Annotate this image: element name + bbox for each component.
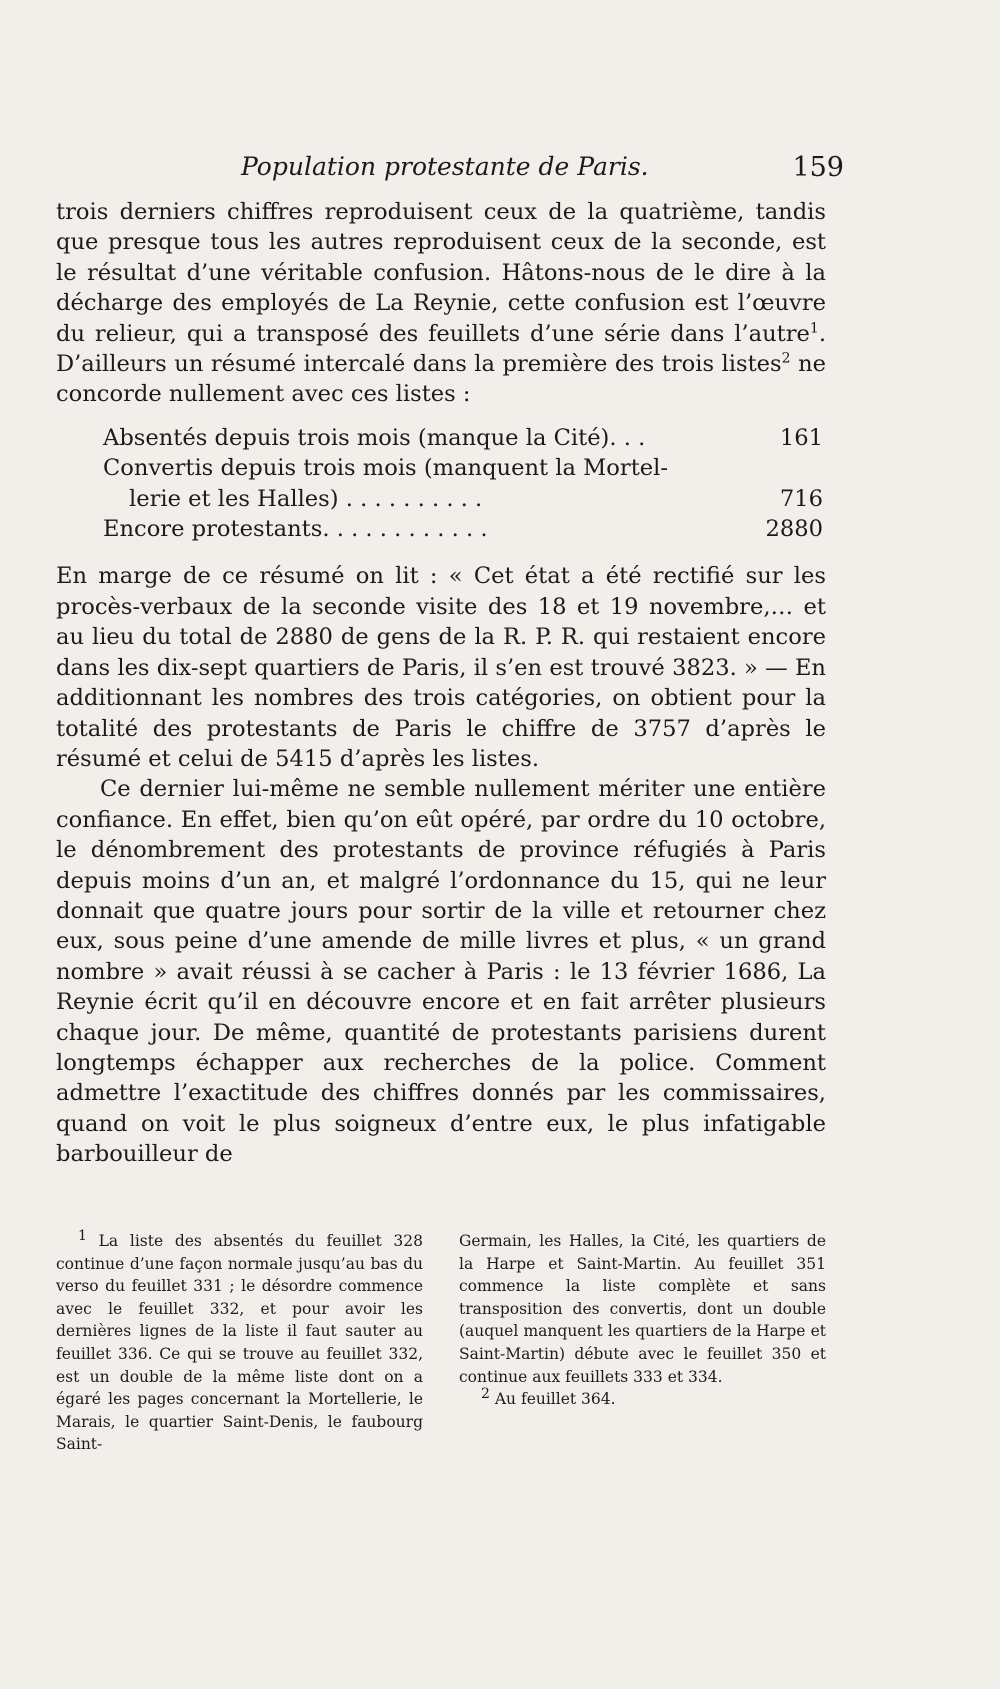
page-number: 159 [792,152,844,183]
footnote-marker-1: 1 [78,1227,87,1244]
summary-table [103,423,823,545]
footnote-1 [56,1227,423,1456]
paragraph-3: Ce dernier lui-même ne semble nullement mériter une entière confiance. En effet, bien qu’on eût opéré, par ordre du 10 octobre, le dénombrement des protestants de province réfugiés à Paris depuis moins d’un an, et malgré l’ordonnance du 15, qui ne leur donnait que quatre jours pour sortir de la ville et retourner chez eux, sous peine d’une amende de mille livres et plus, « un grand nombre » avait réussi à se cacher à Paris : le 13 février 1686, La Reynie écrit qu’il en découvre encore et en fait arrêter plusieurs chaque jour. De même, quantité de protestants parisiens durent longtemps échapper aux recherches de la police. Comment admettre l’exactitude des chiffres donnés par les commissaires, quand on voit le plus soigneux d’entre eux, le plus infatigable barbouilleur de [56,776,826,1168]
footnote-1-continued: Germain, les Halles, la Cité, les quartiers de la Harpe et Saint-Martin. Au feuillet 351 commence la liste complète et sans transposition des convertis, dont un double (auquel manquent les quartiers de la Harpe et Saint-Martin) débute avec le feuillet 350 et continue aux feuillets 333 et 334. [459,1232,826,1386]
summary-label: Absentés depuis trois mois (manque la Cité). . . [103,424,646,451]
footnote-ref-2: 2 [781,350,791,367]
paragraph-1 [56,197,826,410]
summary-row [103,423,823,453]
paragraph-2: En marge de ce résumé on lit : « Cet état a été rectifié sur les procès-verbaux de la seconde visite des 18 et 19 novembre,… et au lieu du total de 2880 de gens de la R. P. R. qui restaient encore dans les dix-sept quartiers de Paris, il s’en est trouvé 3823. » — En additionnant les nombres des trois catégories, on obtient pour la totalité des protestants de Paris le chiffre de 3757 d’après le résumé et celui de 5415 d’après les listes. [56,563,826,772]
footnote-ref-1: 1 [809,320,819,337]
paragraph-1-text: trois derniers chiffres reproduisent ceux de la quatrième, tandis que presque tous les autres reproduisent ceux de la seconde, est le résultat d’une véritable confusion. Hâtons-nous de le dire à la décharge des employés de La Reynie, cette confusion est l’œuvre du relieur, qui a transposé des feuillets d’une série dans l’autre [56,199,826,347]
summary-row-continued [103,484,823,514]
summary-label: Encore protestants. . . . . . . . . . . . [103,516,488,543]
footnotes [56,1227,826,1456]
paragraph-1-end: ne concorde nullement avec ces listes : [56,351,826,408]
footnote-column-right [459,1230,826,1456]
footnote-1-text: La liste des absentés du feuillet 328 continue d’une façon normale jusqu’au bas du verso du feuillet 331 ; le désordre commence avec le feuillet 332, et pour avoir les dernières lignes de la liste il faut sauter au feuillet 336. Ce qui se trouve au feuillet 332, est un double de la même liste dont on a égaré les pages concernant la Mortellerie, le Marais, le quartier Saint-Denis, le faubourg Saint- [56,1232,423,1454]
summary-value: 2880 [765,516,823,543]
summary-value: 161 [779,424,823,451]
summary-label-continued: lerie et les Halles) . . . . . . . . . . [129,485,483,512]
footnote-2-text: Au feuillet 364. [489,1390,616,1409]
footnote-marker-2: 2 [481,1386,490,1402]
summary-row [103,514,823,544]
paragraph-1-middle: . D’ailleurs un résumé intercalé dans la première des trois listes [56,320,826,378]
summary-label: Convertis depuis trois mois (manquent la Mortel- [103,455,669,482]
summary-row [103,453,823,483]
footnote-2 [459,1388,826,1411]
summary-value: 716 [779,485,823,512]
page-header [56,152,844,192]
main-text [56,197,826,1170]
running-title: Population protestante de Paris. [241,152,649,181]
footnote-column-left [56,1227,423,1456]
